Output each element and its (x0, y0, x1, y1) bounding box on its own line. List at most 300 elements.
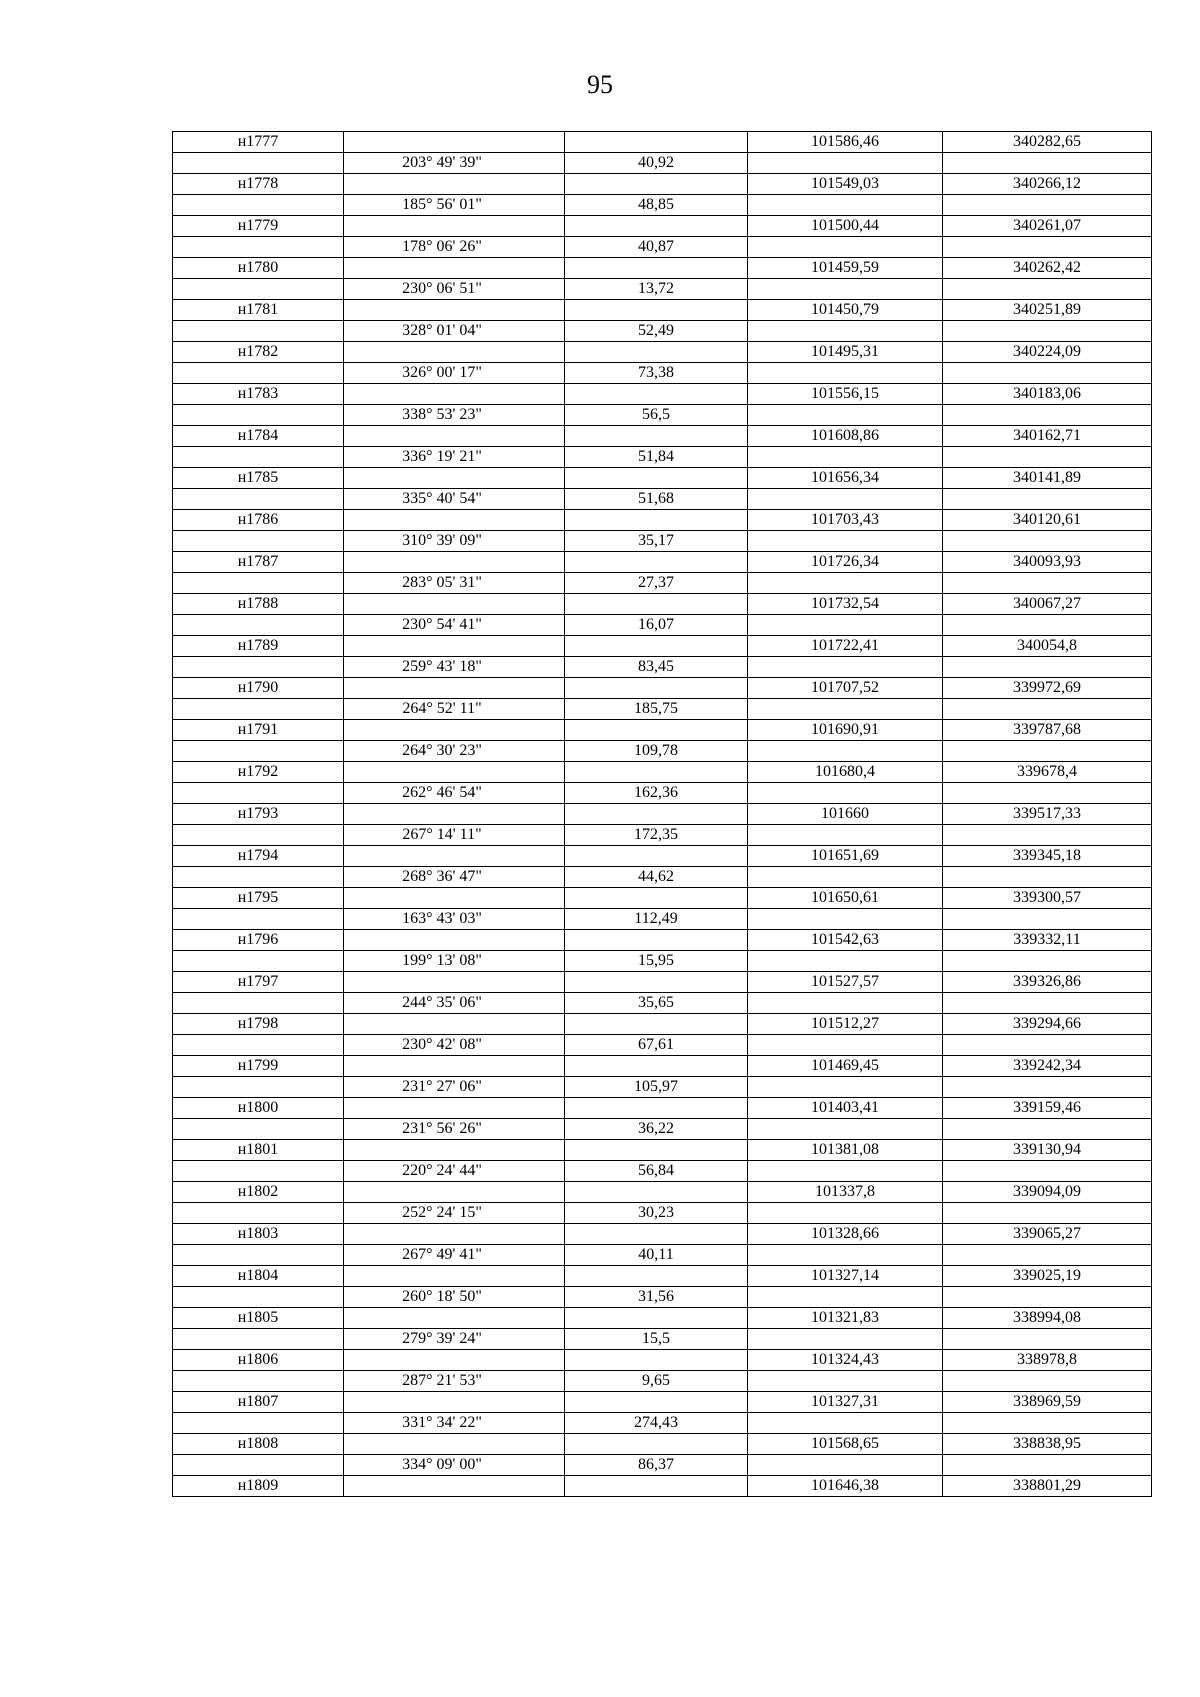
point-cell: н1807 (173, 1392, 344, 1413)
distance-cell: 83,45 (565, 657, 748, 678)
point-cell (173, 573, 344, 594)
y-coordinate-cell (943, 951, 1152, 972)
point-cell: н1782 (173, 342, 344, 363)
x-coordinate-cell (748, 825, 943, 846)
segment-row (173, 1161, 1152, 1182)
y-coordinate-cell (943, 699, 1152, 720)
point-row (173, 1434, 1152, 1455)
segment-row (173, 993, 1152, 1014)
distance-cell: 51,84 (565, 447, 748, 468)
distance-cell (565, 552, 748, 573)
segment-row (173, 237, 1152, 258)
angle-cell: 279° 39' 24" (344, 1329, 565, 1350)
point-row (173, 846, 1152, 867)
x-coordinate-cell: 101337,8 (748, 1182, 943, 1203)
point-cell (173, 825, 344, 846)
point-row (173, 342, 1152, 363)
x-coordinate-cell (748, 741, 943, 762)
angle-cell: 283° 05' 31" (344, 573, 565, 594)
point-cell: н1781 (173, 300, 344, 321)
y-coordinate-cell: 340224,09 (943, 342, 1152, 363)
point-row (173, 1056, 1152, 1077)
angle-cell (344, 384, 565, 405)
y-coordinate-cell: 340162,71 (943, 426, 1152, 447)
distance-cell: 56,84 (565, 1161, 748, 1182)
y-coordinate-cell (943, 405, 1152, 426)
segment-row (173, 909, 1152, 930)
x-coordinate-cell (748, 867, 943, 888)
distance-cell: 31,56 (565, 1287, 748, 1308)
angle-cell: 335° 40' 54" (344, 489, 565, 510)
distance-cell: 16,07 (565, 615, 748, 636)
x-coordinate-cell: 101324,43 (748, 1350, 943, 1371)
segment-row (173, 489, 1152, 510)
y-coordinate-cell: 339242,34 (943, 1056, 1152, 1077)
angle-cell (344, 804, 565, 825)
point-cell (173, 489, 344, 510)
angle-cell (344, 888, 565, 909)
angle-cell: 230° 54' 41" (344, 615, 565, 636)
angle-cell: 230° 42' 08" (344, 1035, 565, 1056)
x-coordinate-cell: 101732,54 (748, 594, 943, 615)
x-coordinate-cell (748, 1371, 943, 1392)
point-row (173, 1140, 1152, 1161)
distance-cell (565, 888, 748, 909)
point-cell: н1788 (173, 594, 344, 615)
angle-cell: 244° 35' 06" (344, 993, 565, 1014)
point-row (173, 1224, 1152, 1245)
angle-cell (344, 300, 565, 321)
x-coordinate-cell: 101549,03 (748, 174, 943, 195)
point-cell: н1795 (173, 888, 344, 909)
point-row (173, 1098, 1152, 1119)
angle-cell: 260° 18' 50" (344, 1287, 565, 1308)
distance-cell (565, 594, 748, 615)
point-row (173, 174, 1152, 195)
x-coordinate-cell: 101495,31 (748, 342, 943, 363)
angle-cell: 231° 56' 26" (344, 1119, 565, 1140)
point-row (173, 258, 1152, 279)
angle-cell: 203° 49' 39" (344, 153, 565, 174)
angle-cell: 267° 49' 41" (344, 1245, 565, 1266)
distance-cell (565, 930, 748, 951)
distance-cell: 86,37 (565, 1455, 748, 1476)
y-coordinate-cell (943, 279, 1152, 300)
x-coordinate-cell: 101542,63 (748, 930, 943, 951)
y-coordinate-cell: 339130,94 (943, 1140, 1152, 1161)
y-coordinate-cell: 340183,06 (943, 384, 1152, 405)
point-cell (173, 699, 344, 720)
y-coordinate-cell (943, 321, 1152, 342)
angle-cell (344, 1224, 565, 1245)
distance-cell (565, 510, 748, 531)
angle-cell (344, 1014, 565, 1035)
point-cell: н1778 (173, 174, 344, 195)
x-coordinate-cell (748, 1329, 943, 1350)
x-coordinate-cell (748, 237, 943, 258)
distance-cell (565, 972, 748, 993)
y-coordinate-cell (943, 1287, 1152, 1308)
y-coordinate-cell: 338838,95 (943, 1434, 1152, 1455)
distance-cell: 36,22 (565, 1119, 748, 1140)
distance-cell: 35,65 (565, 993, 748, 1014)
x-coordinate-cell: 101512,27 (748, 1014, 943, 1035)
x-coordinate-cell: 101403,41 (748, 1098, 943, 1119)
y-coordinate-cell: 339332,11 (943, 930, 1152, 951)
point-cell: н1790 (173, 678, 344, 699)
x-coordinate-cell (748, 909, 943, 930)
point-row (173, 1182, 1152, 1203)
x-coordinate-cell: 101556,15 (748, 384, 943, 405)
point-cell: н1791 (173, 720, 344, 741)
x-coordinate-cell (748, 1245, 943, 1266)
x-coordinate-cell: 101660 (748, 804, 943, 825)
x-coordinate-cell: 101646,38 (748, 1476, 943, 1497)
x-coordinate-cell: 101459,59 (748, 258, 943, 279)
distance-cell (565, 342, 748, 363)
x-coordinate-cell: 101568,65 (748, 1434, 943, 1455)
x-coordinate-cell: 101450,79 (748, 300, 943, 321)
point-row (173, 636, 1152, 657)
angle-cell (344, 258, 565, 279)
point-row (173, 720, 1152, 741)
y-coordinate-cell (943, 1413, 1152, 1434)
point-cell (173, 363, 344, 384)
x-coordinate-cell: 101381,08 (748, 1140, 943, 1161)
point-cell (173, 237, 344, 258)
angle-cell (344, 678, 565, 699)
point-row (173, 1014, 1152, 1035)
distance-cell (565, 426, 748, 447)
distance-cell (565, 384, 748, 405)
angle-cell: 259° 43' 18" (344, 657, 565, 678)
y-coordinate-cell: 339345,18 (943, 846, 1152, 867)
angle-cell: 231° 27' 06" (344, 1077, 565, 1098)
y-coordinate-cell (943, 1203, 1152, 1224)
y-coordinate-cell: 339294,66 (943, 1014, 1152, 1035)
y-coordinate-cell (943, 1245, 1152, 1266)
y-coordinate-cell (943, 1371, 1152, 1392)
angle-cell (344, 846, 565, 867)
angle-cell (344, 174, 565, 195)
point-cell (173, 1329, 344, 1350)
coordinates-table (172, 131, 1152, 1497)
distance-cell: 44,62 (565, 867, 748, 888)
x-coordinate-cell: 101680,4 (748, 762, 943, 783)
point-cell (173, 1245, 344, 1266)
distance-cell: 67,61 (565, 1035, 748, 1056)
distance-cell (565, 1182, 748, 1203)
point-row (173, 1392, 1152, 1413)
x-coordinate-cell: 101500,44 (748, 216, 943, 237)
point-cell (173, 1287, 344, 1308)
point-cell (173, 1455, 344, 1476)
point-cell: н1804 (173, 1266, 344, 1287)
point-cell: н1779 (173, 216, 344, 237)
angle-cell: 185° 56' 01" (344, 195, 565, 216)
x-coordinate-cell (748, 321, 943, 342)
segment-row (173, 867, 1152, 888)
x-coordinate-cell: 101321,83 (748, 1308, 943, 1329)
point-row (173, 1308, 1152, 1329)
y-coordinate-cell (943, 1329, 1152, 1350)
distance-cell: 48,85 (565, 195, 748, 216)
angle-cell: 328° 01' 04" (344, 321, 565, 342)
distance-cell (565, 1098, 748, 1119)
angle-cell (344, 216, 565, 237)
point-cell: н1789 (173, 636, 344, 657)
distance-cell: 73,38 (565, 363, 748, 384)
distance-cell (565, 678, 748, 699)
angle-cell (344, 762, 565, 783)
y-coordinate-cell (943, 657, 1152, 678)
y-coordinate-cell: 338994,08 (943, 1308, 1152, 1329)
y-coordinate-cell: 339065,27 (943, 1224, 1152, 1245)
page-number: 95 (587, 70, 613, 99)
distance-cell (565, 846, 748, 867)
angle-cell: 262° 46' 54" (344, 783, 565, 804)
distance-cell (565, 1266, 748, 1287)
y-coordinate-cell: 339159,46 (943, 1098, 1152, 1119)
x-coordinate-cell (748, 1455, 943, 1476)
segment-row (173, 615, 1152, 636)
x-coordinate-cell (748, 1287, 943, 1308)
y-coordinate-cell (943, 867, 1152, 888)
x-coordinate-cell: 101527,57 (748, 972, 943, 993)
x-coordinate-cell (748, 279, 943, 300)
distance-cell: 13,72 (565, 279, 748, 300)
y-coordinate-cell: 340261,07 (943, 216, 1152, 237)
distance-cell (565, 762, 748, 783)
point-cell (173, 153, 344, 174)
distance-cell (565, 1434, 748, 1455)
point-cell (173, 195, 344, 216)
y-coordinate-cell: 339517,33 (943, 804, 1152, 825)
point-cell: н1786 (173, 510, 344, 531)
point-cell: н1802 (173, 1182, 344, 1203)
segment-row (173, 1077, 1152, 1098)
distance-cell (565, 468, 748, 489)
y-coordinate-cell: 340054,8 (943, 636, 1152, 657)
segment-row (173, 699, 1152, 720)
point-cell: н1803 (173, 1224, 344, 1245)
x-coordinate-cell: 101586,46 (748, 132, 943, 153)
point-cell: н1785 (173, 468, 344, 489)
angle-cell: 331° 34' 22" (344, 1413, 565, 1434)
angle-cell (344, 342, 565, 363)
segment-row (173, 1203, 1152, 1224)
y-coordinate-cell (943, 489, 1152, 510)
x-coordinate-cell (748, 447, 943, 468)
distance-cell: 172,35 (565, 825, 748, 846)
angle-cell (344, 1476, 565, 1497)
x-coordinate-cell: 101650,61 (748, 888, 943, 909)
distance-cell: 56,5 (565, 405, 748, 426)
x-coordinate-cell: 101651,69 (748, 846, 943, 867)
angle-cell: 199° 13' 08" (344, 951, 565, 972)
distance-cell (565, 1056, 748, 1077)
point-row (173, 510, 1152, 531)
distance-cell: 27,37 (565, 573, 748, 594)
x-coordinate-cell (748, 489, 943, 510)
point-cell (173, 1035, 344, 1056)
y-coordinate-cell: 338801,29 (943, 1476, 1152, 1497)
point-row (173, 216, 1152, 237)
point-cell (173, 741, 344, 762)
point-cell: н1798 (173, 1014, 344, 1035)
angle-cell: 267° 14' 11" (344, 825, 565, 846)
angle-cell (344, 510, 565, 531)
angle-cell (344, 1182, 565, 1203)
angle-cell (344, 1392, 565, 1413)
angle-cell: 326° 00' 17" (344, 363, 565, 384)
distance-cell (565, 174, 748, 195)
angle-cell: 310° 39' 09" (344, 531, 565, 552)
angle-cell (344, 1056, 565, 1077)
x-coordinate-cell (748, 531, 943, 552)
point-cell (173, 1413, 344, 1434)
y-coordinate-cell (943, 447, 1152, 468)
y-coordinate-cell (943, 531, 1152, 552)
angle-cell (344, 972, 565, 993)
point-cell (173, 783, 344, 804)
x-coordinate-cell (748, 363, 943, 384)
distance-cell (565, 300, 748, 321)
point-row (173, 930, 1152, 951)
point-cell (173, 1203, 344, 1224)
x-coordinate-cell: 101469,45 (748, 1056, 943, 1077)
x-coordinate-cell (748, 699, 943, 720)
point-cell (173, 279, 344, 300)
segment-row (173, 405, 1152, 426)
distance-cell: 112,49 (565, 909, 748, 930)
angle-cell (344, 1350, 565, 1371)
distance-cell (565, 1308, 748, 1329)
y-coordinate-cell: 340093,93 (943, 552, 1152, 573)
segment-row (173, 1119, 1152, 1140)
x-coordinate-cell (748, 573, 943, 594)
angle-cell (344, 594, 565, 615)
point-cell: н1797 (173, 972, 344, 993)
distance-cell (565, 258, 748, 279)
distance-cell (565, 720, 748, 741)
segment-row (173, 1455, 1152, 1476)
y-coordinate-cell (943, 993, 1152, 1014)
segment-row (173, 1371, 1152, 1392)
x-coordinate-cell: 101707,52 (748, 678, 943, 699)
point-cell (173, 909, 344, 930)
segment-row (173, 1245, 1152, 1266)
point-cell: н1783 (173, 384, 344, 405)
y-coordinate-cell (943, 1119, 1152, 1140)
y-coordinate-cell (943, 363, 1152, 384)
point-row (173, 552, 1152, 573)
segment-row (173, 321, 1152, 342)
x-coordinate-cell (748, 1077, 943, 1098)
segment-row (173, 363, 1152, 384)
point-cell (173, 447, 344, 468)
distance-cell: 105,97 (565, 1077, 748, 1098)
distance-cell (565, 804, 748, 825)
segment-row (173, 573, 1152, 594)
y-coordinate-cell: 340262,42 (943, 258, 1152, 279)
y-coordinate-cell (943, 573, 1152, 594)
segment-row (173, 1287, 1152, 1308)
y-coordinate-cell (943, 1035, 1152, 1056)
point-cell: н1794 (173, 846, 344, 867)
y-coordinate-cell (943, 237, 1152, 258)
segment-row (173, 153, 1152, 174)
point-cell: н1805 (173, 1308, 344, 1329)
angle-cell: 264° 30' 23" (344, 741, 565, 762)
point-cell (173, 615, 344, 636)
angle-cell (344, 132, 565, 153)
point-cell (173, 405, 344, 426)
point-cell (173, 1161, 344, 1182)
x-coordinate-cell: 101328,66 (748, 1224, 943, 1245)
x-coordinate-cell: 101656,34 (748, 468, 943, 489)
x-coordinate-cell (748, 1203, 943, 1224)
distance-cell: 51,68 (565, 489, 748, 510)
distance-cell (565, 1476, 748, 1497)
angle-cell: 287° 21' 53" (344, 1371, 565, 1392)
distance-cell: 9,65 (565, 1371, 748, 1392)
x-coordinate-cell: 101703,43 (748, 510, 943, 531)
point-row (173, 1350, 1152, 1371)
distance-cell: 274,43 (565, 1413, 748, 1434)
point-row (173, 678, 1152, 699)
point-cell (173, 993, 344, 1014)
x-coordinate-cell: 101327,14 (748, 1266, 943, 1287)
angle-cell (344, 1098, 565, 1119)
distance-cell: 15,95 (565, 951, 748, 972)
point-row (173, 132, 1152, 153)
x-coordinate-cell (748, 153, 943, 174)
point-row (173, 804, 1152, 825)
y-coordinate-cell (943, 195, 1152, 216)
angle-cell (344, 468, 565, 489)
angle-cell (344, 1308, 565, 1329)
y-coordinate-cell: 339678,4 (943, 762, 1152, 783)
point-cell (173, 1119, 344, 1140)
x-coordinate-cell: 101327,31 (748, 1392, 943, 1413)
segment-row (173, 1329, 1152, 1350)
angle-cell: 163° 43' 03" (344, 909, 565, 930)
x-coordinate-cell (748, 951, 943, 972)
y-coordinate-cell (943, 1455, 1152, 1476)
y-coordinate-cell (943, 909, 1152, 930)
point-cell: н1799 (173, 1056, 344, 1077)
point-row (173, 1266, 1152, 1287)
angle-cell: 336° 19' 21" (344, 447, 565, 468)
point-row (173, 1476, 1152, 1497)
segment-row (173, 531, 1152, 552)
point-cell (173, 1371, 344, 1392)
y-coordinate-cell: 338969,59 (943, 1392, 1152, 1413)
distance-cell: 40,11 (565, 1245, 748, 1266)
point-row (173, 594, 1152, 615)
point-cell: н1809 (173, 1476, 344, 1497)
distance-cell (565, 132, 748, 153)
point-row (173, 468, 1152, 489)
distance-cell: 109,78 (565, 741, 748, 762)
point-row (173, 888, 1152, 909)
x-coordinate-cell (748, 1413, 943, 1434)
point-cell: н1792 (173, 762, 344, 783)
y-coordinate-cell: 339094,09 (943, 1182, 1152, 1203)
distance-cell (565, 1392, 748, 1413)
x-coordinate-cell (748, 405, 943, 426)
